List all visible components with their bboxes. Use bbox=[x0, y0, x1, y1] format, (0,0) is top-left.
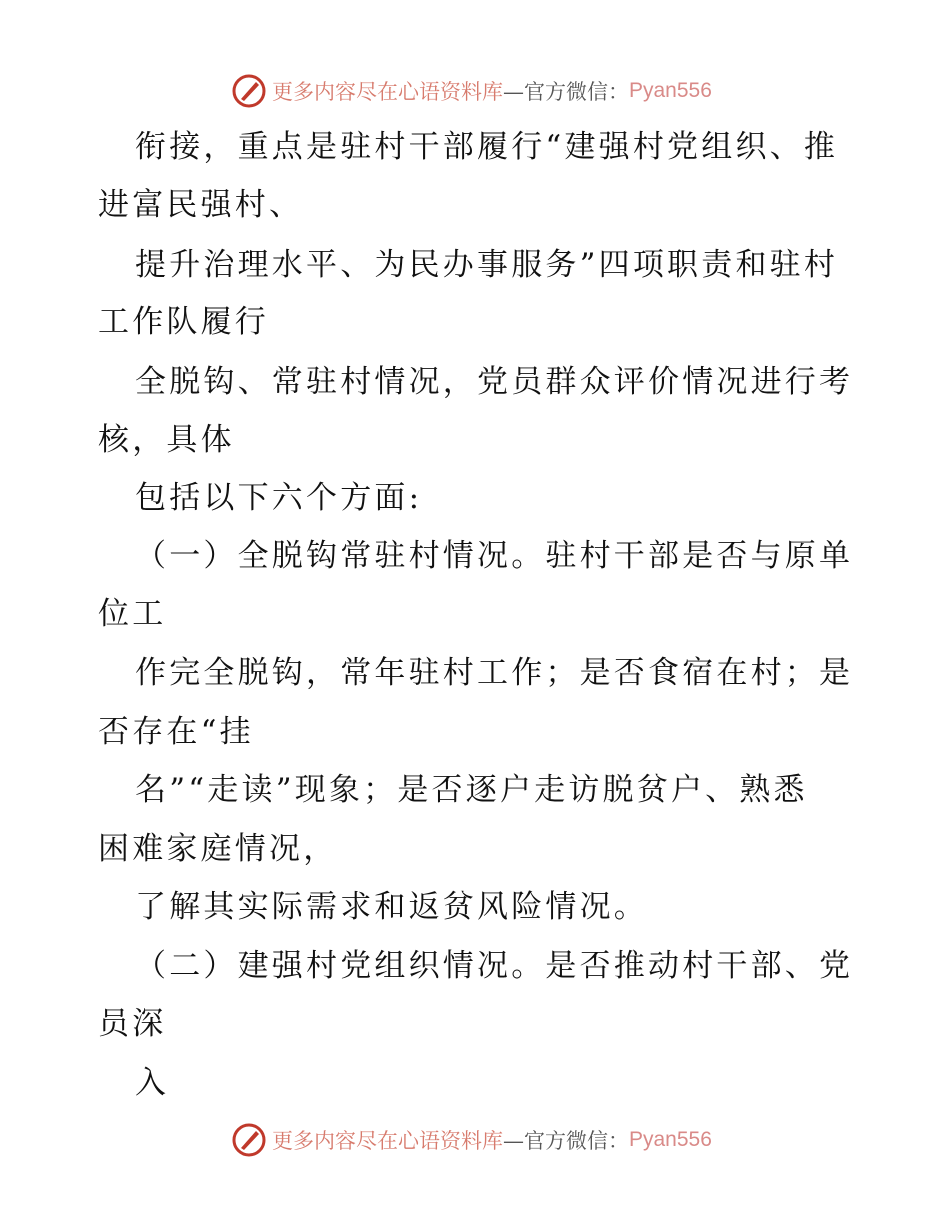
footer-wechat: Pyan556 bbox=[629, 1128, 712, 1151]
text-line: 工作队履行 bbox=[98, 304, 269, 340]
header-wechat: Pyan556 bbox=[629, 79, 712, 102]
text-line: （二）建强村党组织情况。是否推动村干部、党 bbox=[135, 948, 854, 984]
text-line: 入 bbox=[135, 1065, 170, 1101]
text-line: 进富民强村、 bbox=[98, 187, 304, 223]
footer-sep: —官方微信： bbox=[503, 1129, 629, 1153]
text-line: 提升治理水平、为民办事服务”四项职责和驻村 bbox=[135, 247, 839, 283]
text-line: （一）全脱钩常驻村情况。驻村干部是否与原单 bbox=[135, 538, 854, 574]
pen-logo-icon bbox=[232, 1123, 266, 1157]
header-watermark bbox=[232, 71, 712, 111]
footer-watermark bbox=[232, 1120, 712, 1160]
text-line: 衔接，重点是驻村干部履行“建强村党组织、推 bbox=[135, 129, 839, 165]
text-line: 全脱钩、常驻村情况，党员群众评价情况进行考 bbox=[135, 364, 854, 400]
text-line: 包括以下六个方面: bbox=[135, 480, 423, 516]
header-sep: —官方微信： bbox=[503, 80, 629, 104]
footer-brand: 更多内容尽在心语资料库 bbox=[272, 1129, 503, 1153]
text-line: 了解其实际需求和返贫风险情况。 bbox=[135, 889, 648, 925]
text-line: 员深 bbox=[98, 1006, 167, 1042]
text-line: 位工 bbox=[98, 596, 167, 632]
text-line: 困难家庭情况， bbox=[98, 831, 338, 867]
text-line: 作完全脱钩，常年驻村工作；是否食宿在村；是 bbox=[135, 655, 854, 691]
text-line: 名”“走读”现象；是否逐户走访脱贫户、熟悉 bbox=[135, 772, 808, 808]
text-line: 核，具体 bbox=[98, 422, 235, 458]
header-brand: 更多内容尽在心语资料库 bbox=[272, 80, 503, 104]
pen-logo-icon bbox=[232, 74, 266, 108]
text-line: 否存在“挂 bbox=[98, 714, 254, 750]
